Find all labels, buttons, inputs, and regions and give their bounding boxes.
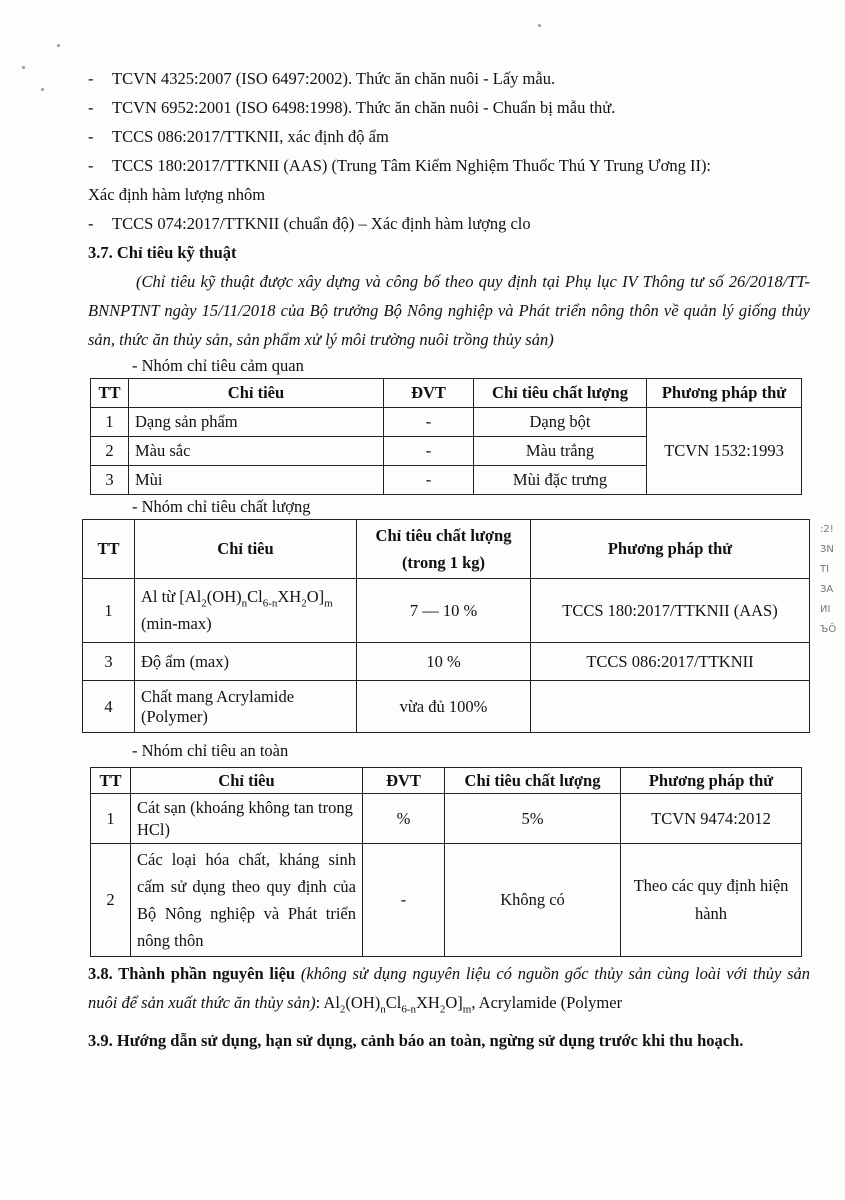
table-row: 1 Al từ $[Al_2(OH)_nCl_{6-n}XH_2O]_m$ (min-max) 7 — 10 % TCCS 180:2017/TTKNII (AAS) xyxy=(83,579,810,643)
scan-margin-marks: :2! ЗN TI ЗA ИI ЪÔ xyxy=(820,524,837,635)
section-3-8-note: (không sử dụng nguyên liệu có nguồn gốc thủy sản cùng loài với thủy sản nuôi để sản xuất thức ăn thủy sản) xyxy=(88,964,811,1012)
safety-table xyxy=(90,767,802,957)
section-3-8-title: 3.8. Thành phần nguyên liệu xyxy=(88,964,296,983)
header-tt: TT xyxy=(91,379,129,408)
reference-item: - TCCS 074:2017/TTKNII (chuẩn độ) – Xác định hàm lượng clo xyxy=(88,214,531,233)
table-row: 1 Cát sạn (khoáng không tan trong HCl) % 5% TCVN 9474:2012 xyxy=(91,794,802,844)
table-row: 3 Mùi - Mùi đặc trưng xyxy=(91,466,802,495)
section-3-7-note: (Chỉ tiêu kỹ thuật được xây dựng và công bố theo quy định tại Phụ lục IV Thông tư số 26/2018/TT-BNNPTNT ngày 15/11/2018 của Bộ trưởng Bộ Nông nghiệp và Phát triển nông thôn về quản lý giống thủy sản, thức ăn thủy sản, sản phẩm xử lý môi trường nuôi trồng thủy sản) xyxy=(88,272,810,349)
section-3-8: 3.8. Thành phần nguyên liệu (không sử dụng nguyên liệu có nguồn gốc thủy sản cùng loài với thủy sản nuôi để sản xuất thức ăn thủy sản): $Al_2(OH)_nCl_{6-n}XH_2O]_m$, Acrylamide (Polymer xyxy=(88,964,811,1016)
quality-table xyxy=(82,519,810,733)
header-method: Phương pháp thử xyxy=(531,520,810,579)
header-quality: Chỉ tiêu chất lượng (trong 1 kg) xyxy=(357,520,531,579)
group-sensory-label: - Nhóm chỉ tiêu cảm quan xyxy=(132,356,304,375)
reference-item: - TCCS 086:2017/TTKNII, xác định độ ẩm xyxy=(88,127,389,146)
header-tt: TT xyxy=(83,520,135,579)
header-criteria: Chỉ tiêu xyxy=(131,768,363,794)
header-unit: ĐVT xyxy=(363,768,445,794)
reference-item: - TCVN 6952:2001 (ISO 6498:1998). Thức ăn chăn nuôi - Chuẩn bị mẫu thử. xyxy=(88,98,616,117)
sensory-method: TCVN 1532:1993 xyxy=(647,408,802,495)
header-quality: Chỉ tiêu chất lượng xyxy=(445,768,621,794)
table-row: 3 Độ ẩm (max) 10 % TCCS 086:2017/TTKNII xyxy=(83,643,810,681)
section-3-9-title: 3.9. Hướng dẫn sử dụng, hạn sử dụng, cảnh báo an toàn, ngừng sử dụng trước khi thu hoạch. xyxy=(88,1031,744,1051)
header-criteria: Chỉ tiêu xyxy=(129,379,384,408)
aluminum-criteria: Al từ $[Al_2(OH)_nCl_{6-n}XH_2O]_m$ (min-max) xyxy=(135,579,357,643)
reference-item: - TCCS 180:2017/TTKNII (AAS) (Trung Tâm Kiểm Nghiệm Thuốc Thú Y Trung Ương II): xyxy=(88,156,712,175)
header-tt: TT xyxy=(91,768,131,794)
document-page xyxy=(88,64,810,1055)
header-method: Phương pháp thử xyxy=(621,768,802,794)
reference-item: - TCVN 4325:2007 (ISO 6497:2002). Thức ăn chăn nuôi - Lấy mẫu. xyxy=(88,69,556,88)
header-criteria: Chỉ tiêu xyxy=(135,520,357,579)
header-unit: ĐVT xyxy=(384,379,474,408)
table-row: 2 Các loại hóa chất, kháng sinh cấm sử dụng theo quy định của Bộ Nông nghiệp và Phát triển nông thôn - Không có Theo các quy định hiện hành xyxy=(91,844,802,957)
group-quality-label: - Nhóm chỉ tiêu chất lượng xyxy=(132,497,311,516)
header-method: Phương pháp thử xyxy=(647,379,802,408)
section-3-8-formula: $Al_2(OH)_nCl_{6-n}XH_2O]_m$, Acrylamide (Polymer xyxy=(323,993,623,1016)
section-3-7-title: 3.7. Chỉ tiêu kỹ thuật xyxy=(88,243,237,262)
header-quality: Chỉ tiêu chất lượng xyxy=(474,379,647,408)
reference-item-continuation: Xác định hàm lượng nhôm xyxy=(88,185,266,204)
table-row: 2 Màu sắc - Màu trắng xyxy=(91,437,802,466)
table-row: 1 Dạng sản phẩm - Dạng bột TCVN 1532:1993 xyxy=(91,408,802,437)
table-row: 4 Chất mang Acrylamide (Polymer) vừa đủ 100% xyxy=(83,681,810,733)
sensory-table xyxy=(90,378,802,495)
group-safety-label: - Nhóm chỉ tiêu an toàn xyxy=(132,741,289,760)
